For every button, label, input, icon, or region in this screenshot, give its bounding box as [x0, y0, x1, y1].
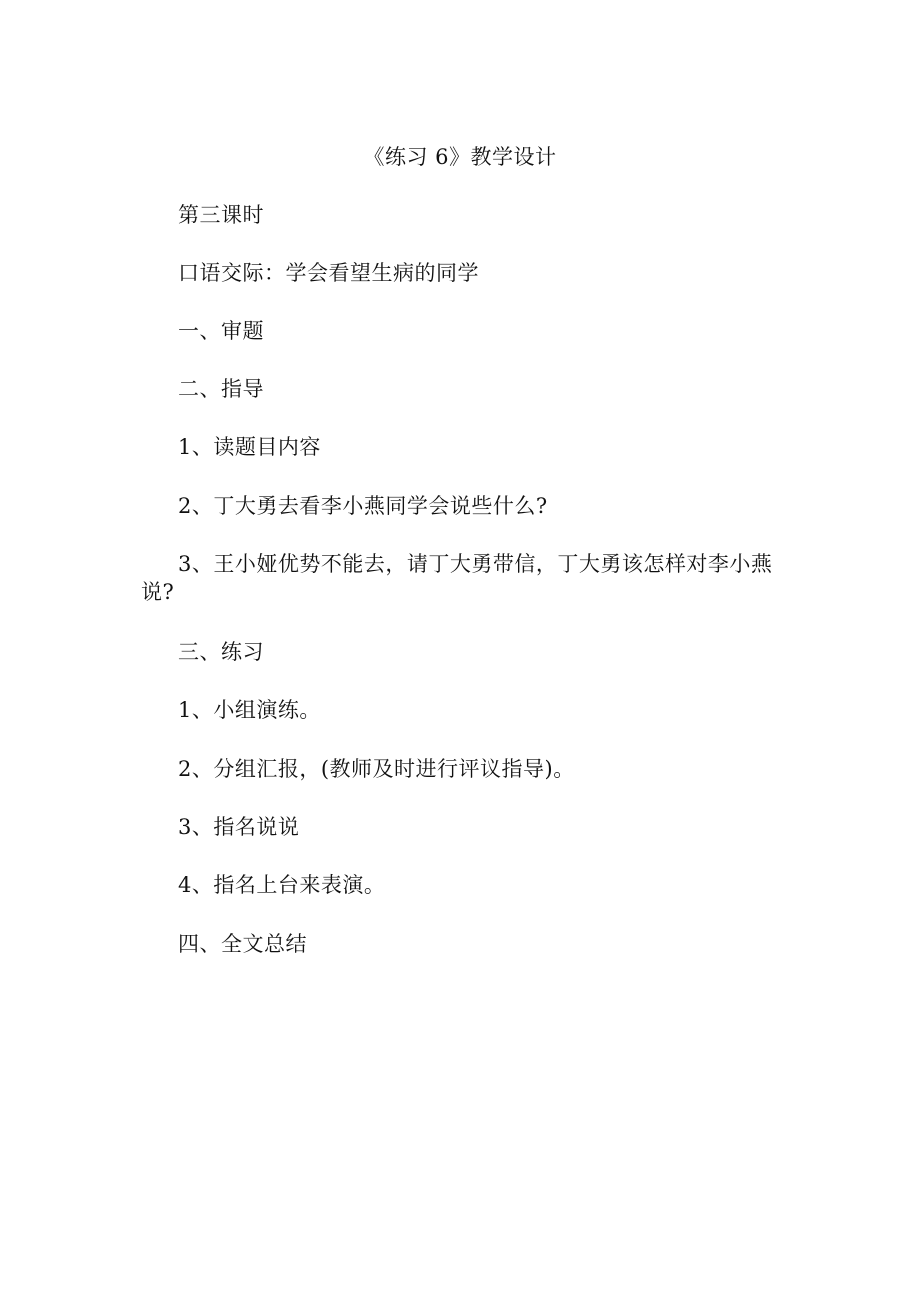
document-title: 《练习 6》教学设计 — [363, 145, 557, 169]
paragraph-section-3: 三、练习 — [178, 640, 264, 664]
paragraph-item: 1、小组演练。 — [178, 698, 321, 722]
paragraph-item: 3、王小娅优势不能去，请丁大勇带信，丁大勇该怎样对李小燕说? — [141, 552, 773, 604]
paragraph-item: 2、分组汇报，(教师及时进行评议指导)。 — [178, 757, 575, 781]
paragraph-lesson-period: 第三课时 — [178, 203, 264, 227]
paragraph-section-1: 一、审题 — [178, 319, 264, 343]
paragraph-topic: 口语交际：学会看望生病的同学 — [178, 261, 479, 285]
paragraph-section-4: 四、全文总结 — [178, 932, 307, 956]
paragraph-item: 2、丁大勇去看李小燕同学会说些什么? — [178, 494, 548, 518]
paragraph-item: 3、指名说说 — [178, 815, 300, 839]
paragraph-item: 1、读题目内容 — [178, 435, 321, 459]
paragraph-section-2: 二、指导 — [178, 377, 264, 401]
paragraph-item: 4、指名上台来表演。 — [178, 873, 386, 897]
